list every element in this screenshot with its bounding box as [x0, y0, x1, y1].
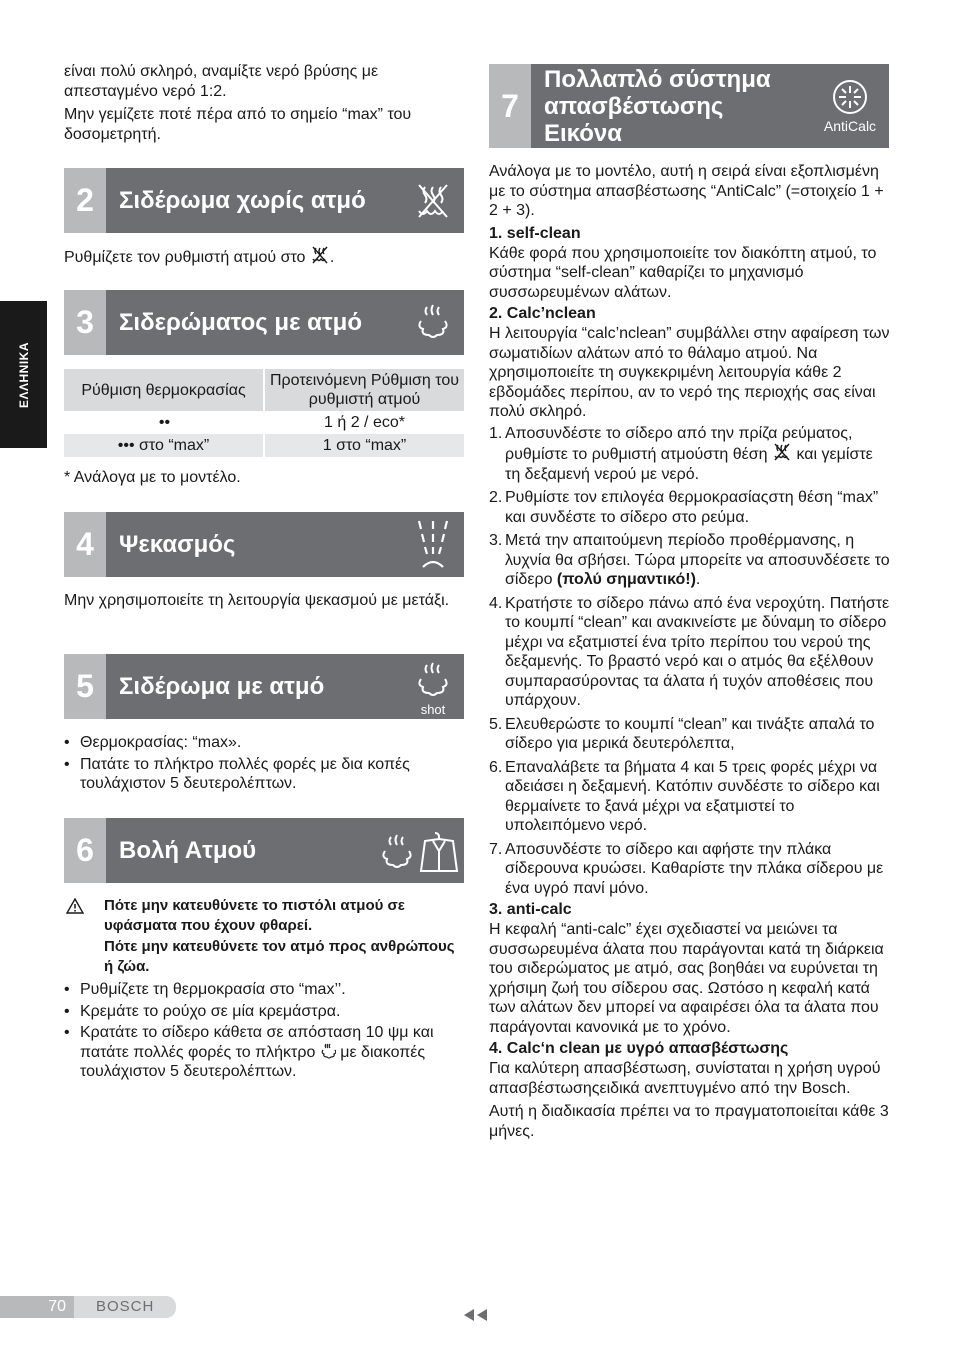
column-header: Προτεινόμενη Ρύθμιση του ρυθμιστή ατμού [265, 369, 464, 411]
warning-text: Πότε μην κατευθύνετε τον ατμό προς ανθρώπους ή ζώα. [104, 938, 455, 975]
section-number: 2 [64, 168, 106, 233]
intro-text [64, 62, 464, 144]
section-title: Σιδερώματος με ατμό [119, 309, 362, 336]
column-header: Ρύθμιση θερμοκρασίας [64, 369, 265, 411]
step-emphasis: (πολύ σημαντικό!) [556, 571, 696, 588]
language-tab [0, 301, 47, 448]
list-item: • Θερμοκρασίας: “max». [64, 733, 464, 753]
shot-label: shot [420, 702, 446, 717]
step-text: Επαναλάβετε τα βήματα 4 και 5 τρεις φορές μέχρι να αδειάσει η δεξαμενή. Κατόπιν συνδέστε το σίδερο και θερμαίνετε το ξανά μέχρι να εξατμιστεί το υπολειπόμενο νερό. [505, 758, 880, 834]
subheading: 1. self-clean [489, 224, 581, 242]
no-steam-icon [772, 443, 792, 461]
table-row [64, 411, 464, 434]
step-text: Αποσυνδέστε το σίδερο από την πρίζα ρεύματος, ρυθμίστε το ρυθμιστή ατμούστη θέση [505, 424, 853, 463]
section-title: Ψεκασμός [119, 531, 236, 558]
step-text: Αποσυνδέστε το σίδερο και αφήστε την πλάκα σίδερουνα κρυώσει. Καθαρίστε την πλάκα σίδερου με ένα υγρό πανί μόνο. [505, 840, 884, 897]
paragraph: Ανάλογα με το μοντέλο, αυτή η σειρά είναι εξοπλισμένη με το σύστημα απασβέστωσης “AntiCalc” (=στοιχείο 1 + 2 + 3). [489, 163, 884, 219]
table-cell: •• [158, 414, 171, 431]
step-number: 6. [489, 758, 503, 776]
step-text: Ρυθμίστε τον επιλογέα θερμοκρασίαςστη θέση “max” και συνδέστε το σίδερο στο ρεύμα. [505, 489, 879, 526]
prev-page-arrows-icon[interactable] [463, 1308, 489, 1322]
table-cell: 1 στο “max” [265, 434, 464, 457]
list-item [489, 488, 891, 527]
no-steam-icon [310, 246, 330, 264]
table-header-row [64, 369, 464, 411]
shot-icon [402, 654, 464, 719]
spray-icon [402, 512, 464, 577]
paragraph: Αυτή η διαδικασία πρέπει να το πραγματοποιείται κάθε 3 μήνες. [489, 1103, 889, 1140]
list-item [489, 715, 891, 754]
section-number: 7 [489, 64, 531, 148]
step-number: 4. [489, 594, 503, 612]
step-number: 3. [489, 532, 503, 549]
list-item [489, 424, 891, 485]
section-title: Βολή Ατμού [119, 837, 257, 864]
brand-name: BOSCH [96, 1298, 155, 1315]
step-number: 7. [489, 840, 503, 858]
warning-block [64, 896, 464, 976]
list-item [489, 531, 891, 590]
intro-paragraph: Μην γεμίζετε ποτέ πέρα από το σημείο “max” του δοσομετρητή. [64, 106, 412, 143]
list-item [489, 840, 891, 899]
section-6-header [64, 818, 464, 883]
step-text: . [695, 571, 701, 588]
list-item: • Κρεμάτε το ρούχο σε μία κρεμάστρα. [64, 1002, 464, 1022]
list-item [489, 758, 891, 836]
section-3-header [64, 290, 464, 355]
step-text: Μετά την απαιτούμενη περίοδο προθέρμανσης, η λυχνία θα σβήσει. Τώρα μπορείτε να αποσυνδέσετε το σίδερο [505, 532, 890, 588]
section-7-header [489, 64, 889, 148]
list-item-text-b: με διακοπές τουλάχιστον 5 δευτερολέπτων. [80, 1043, 426, 1080]
paragraph: Κάθε φορά που χρησιμοποιείτε τον διακόπτη ατμού, το σύστημα “self-clean” καθαρίζει το μηχανισμό συσσωρευμένων αλάτων. [489, 244, 877, 301]
intro-paragraph: είναι πολύ σκληρό, αναμίξτε νερό βρύσης με απεσταγμένο νερό 1:2. [64, 63, 379, 100]
warning-icon [66, 898, 84, 914]
language-tab-label: ΕΛΛΗΝΙΚΑ [16, 341, 31, 408]
section-2-text [64, 246, 464, 268]
step-number: 5. [489, 715, 503, 733]
subheading: 3. anti-calc [489, 901, 572, 918]
paragraph: Για καλύτερη απασβέστωση, συνίσταται η χρήση υγρού απασβέστωσηςειδικά ανεπτυγμένο από την Bosch. [489, 1060, 881, 1097]
section-2-header [64, 168, 464, 233]
page-number: 70 [0, 1296, 74, 1318]
anticalc-label: AntiCalc [823, 118, 877, 134]
subheading: 2. Calc’nclean [489, 305, 596, 322]
section-number: 6 [64, 818, 106, 883]
section-6-list [64, 980, 464, 1082]
table-cell: 1 ή 2 / eco* [324, 414, 405, 431]
section-number: 4 [64, 512, 106, 577]
steam-garment-icon [374, 818, 464, 883]
paragraph: Η λειτουργία “calc’nclean” συμβάλλει στην αφαίρεση των σωματιδίων αλάτων από το θάλαμο ατμού. Να χρησιμοποιείτε τη συγκεκριμένη λειτουργία κάθε 2 εβδομάδες περίπου, αν το νερό της περιοχής σας είναι πολύ σκληρό. [489, 325, 890, 420]
steam-icon [402, 290, 464, 355]
table-footnote: * Ανάλογα με το μοντέλο. [64, 469, 241, 486]
section-number: 5 [64, 654, 106, 719]
section-4-header [64, 512, 464, 577]
step-number: 2. [489, 489, 503, 506]
no-steam-icon [402, 168, 464, 233]
step-text: Ελευθερώστε το κουμπί “clean” και τινάξτε απαλά το σίδερο για μερικά δευτερόλεπτα, [505, 715, 875, 752]
calcnclean-steps [489, 424, 891, 899]
list-item [64, 1023, 464, 1082]
section-title: Σιδέρωμα χωρίς ατμό [119, 187, 366, 214]
subheading: 4. Calc‘n clean με υγρό απασβέστωσης [489, 1040, 789, 1057]
section-7-body [489, 162, 891, 1141]
anticalc-icon [811, 64, 889, 148]
step-number: 1. [489, 424, 503, 442]
section-5-list [64, 733, 464, 794]
steam-settings-table [64, 369, 464, 457]
warning-text: Πότε μην κατευθύνετε το πιστόλι ατμού σε υφάσματα που έχουν φθαρεί. [104, 897, 405, 934]
table-row [64, 434, 464, 457]
step-text: Κρατήστε το σίδερο πάνω από ένα νεροχύτη. Πατήστε το κουμπί “clean” και ανακινείστε με δύναμη το σίδερο μέχρι να εξατμιστεί ένα τρίτο περίπου του νερού της δεξαμενής. Το βραστό νερό και ο ατμός θα εξέλθουν συμπαρασύροντας τα άλατα ή τυχόν αποθέσεις που υπάρχουν. [505, 594, 890, 709]
section-title: Πολλαπλό σύστημα απασβέστωσης Εικόνα [544, 65, 771, 147]
paragraph: Η κεφαλή “anti-calc” έχει σχεδιαστεί να μειώνει τα συσσωρευμένα άλατα που παράγονται κατά τη διάρκεια του σιδερώματος με ατμό, σας βοηθάει να ευρύνεται τη χρήσιμη ζωή του σίδερου σας. Ωστόσο η κεφαλή κατά των αλάτων δεν μπορεί να αφαιρέσει όλα τα άλατα που παράγονται κανονικά με το χρόνο. [489, 921, 884, 1036]
section-5-header [64, 654, 464, 719]
section-number: 3 [64, 290, 106, 355]
list-item: • Ρυθμίζετε τη θερμοκρασία στο “max’’. [64, 980, 464, 1000]
section-title: Σιδέρωμα με ατμό [119, 673, 325, 700]
list-item-text-a: Κρατάτε το σίδερο κάθετα σε απόσταση 10 ψμ και πατάτε πολλές φορές το πλήκτρο [80, 1024, 434, 1061]
section-4-text: Μην χρησιμοποιείτε τη λειτουργία ψεκασμού με μετάξι. [64, 592, 450, 609]
table-cell: ••• στο “max” [64, 434, 265, 457]
section-2-text-b: . [329, 249, 335, 266]
steam-shot-button-icon [320, 1043, 336, 1059]
step-text: και γεμίστε τη δεξαμενή νερού με νερό. [505, 446, 873, 483]
list-item: • Πατάτε το πλήκτρο πολλές φορές με δια κοπές τουλάχιστον 5 δευτερολέπτων. [64, 755, 464, 794]
list-item [489, 594, 891, 711]
section-2-text-a: Ρυθμίζετε τον ρυθμιστή ατμού στο [64, 249, 310, 266]
